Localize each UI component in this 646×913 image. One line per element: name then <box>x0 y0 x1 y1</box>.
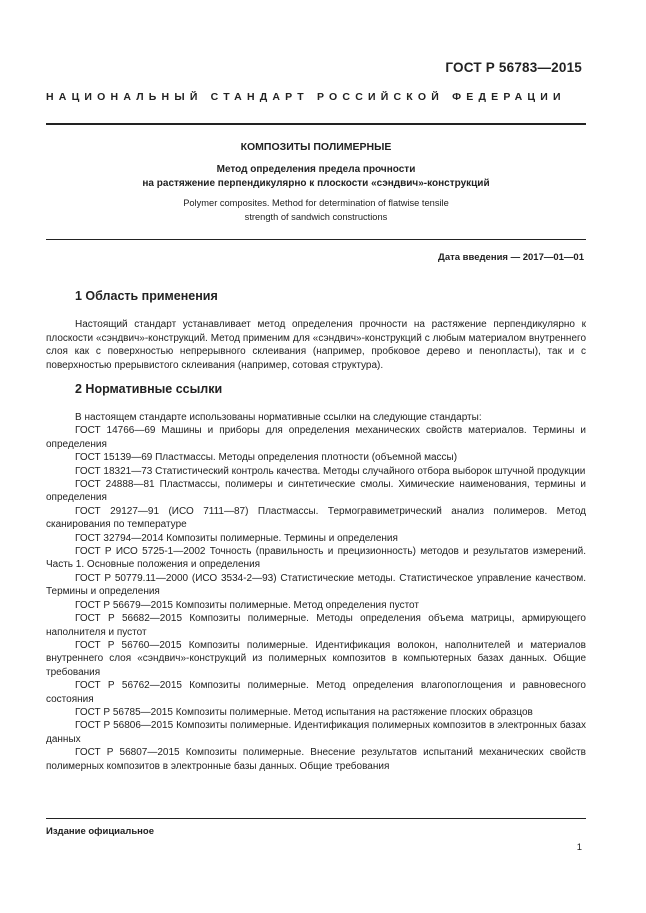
english-title-line2: strength of sandwich constructions <box>244 212 388 222</box>
section-2-heading: 2 Нормативные ссылки <box>75 382 223 396</box>
reference-item: ГОСТ 14766—69 Машины и приборы для определения механических свойств материалов. Термины и определения <box>46 425 586 450</box>
section-1-paragraph: Настоящий стандарт устанавливает метод определения прочности на растяжение перпендикулярно к плоскости «сэндвич»-конструкций. Метод применим для «сэндвич»-конструкций с любым материалом внутреннего слоя как с поверхностью непрерывного склеивания (например, пробковое дерево и пенопласты), так и с поверхностью прерывистого склеивания (например, сотовая структура). <box>46 319 586 371</box>
header-rule <box>46 123 586 125</box>
reference-item: ГОСТ Р 50779.11—2000 (ИСО 3534-2—93) Статистические методы. Статистическое управление качеством. Термины и определения <box>46 572 586 598</box>
reference-item: ГОСТ 24888—81 Пластмассы, полимеры и синтетические смолы. Химические наименования, термины и определения <box>46 479 586 504</box>
references-intro: В настоящем стандарте использованы нормативные ссылки на следующие стандарты: <box>75 412 482 423</box>
reference-item: ГОСТ Р 56785—2015 Композиты полимерные. Метод испытания на растяжение плоских образцов <box>75 706 533 718</box>
reference-item: ГОСТ 32794—2014 Композиты полимерные. Термины и определения <box>75 532 398 544</box>
english-title-line1: Polymer composites. Method for determination of flatwise tensile <box>183 198 449 208</box>
title-rule <box>46 239 586 240</box>
section-1-body <box>46 318 586 372</box>
reference-item: ГОСТ 15139—69 Пластмассы. Методы определения плотности (объемной массы) <box>75 452 458 464</box>
reference-item: ГОСТ 18321—73 Статистический контроль качества. Методы случайного отбора выборок штучной продукции <box>75 465 586 477</box>
document-number: ГОСТ Р 56783—2015 <box>445 60 582 75</box>
reference-item: ГОСТ Р 56806—2015 Композиты полимерные. Идентификация полимерных композитов в электронных базах данных <box>46 720 586 745</box>
reference-item: ГОСТ 29127—91 (ИСО 7111—87) Пластмассы. Термогравиметрический анализ полимеров. Метод сканирования по температуре <box>46 505 586 531</box>
normative-references-list <box>46 411 586 773</box>
reference-item: ГОСТ Р 56679—2015 Композиты полимерные. Метод определения пустот <box>75 599 419 611</box>
reference-item: ГОСТ Р 56762—2015 Композиты полимерные. Метод определения влагопоглощения и равновесного состояния <box>46 680 586 705</box>
introduction-date: Дата введения — 2017—01—01 <box>438 252 584 263</box>
reference-item: ГОСТ Р 56682—2015 Композиты полимерные. Методы определения объема матрицы, армирующего наполнителя и пустот <box>46 613 586 638</box>
page-number: 1 <box>576 842 582 853</box>
document-title: КОМПОЗИТЫ ПОЛИМЕРНЫЕ <box>240 141 392 153</box>
title-block <box>46 141 586 224</box>
document-subtitle-line1: Метод определения предела прочности <box>216 164 416 175</box>
section-1-heading: 1 Область применения <box>75 289 218 303</box>
document-subtitle-line2: на растяжение перпендикулярно к плоскости «сэндвич»-конструкций <box>142 178 490 189</box>
standard-banner: НАЦИОНАЛЬНЫЙ СТАНДАРТ РОССИЙСКОЙ ФЕДЕРАЦИИ <box>46 91 566 103</box>
reference-item: ГОСТ Р 56760—2015 Композиты полимерные. Идентификация волокон, наполнителей и материалов внутреннего слоя «сэндвич»-конструкций из полимерных композитов в компьютерных базах данных. Общие требования <box>46 639 586 678</box>
reference-item: ГОСТ Р 56807—2015 Композиты полимерные. Внесение результатов испытаний механических свойств полимерных композитов в электронные базы данных. Общие требования <box>46 747 586 772</box>
reference-item: ГОСТ Р ИСО 5725-1—2002 Точность (правильность и прецизионность) методов и результатов измерений. Часть 1. Основные положения и определения <box>46 546 586 571</box>
edition-note: Издание официальное <box>46 826 154 837</box>
footer-rule <box>46 818 586 819</box>
